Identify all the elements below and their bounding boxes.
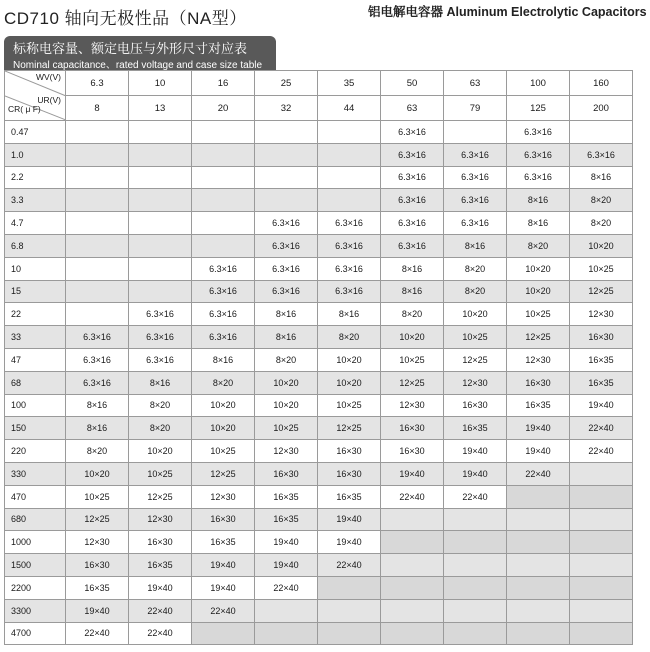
wv-header-cell: 100 xyxy=(507,71,570,96)
capacitance-cell: 330 xyxy=(5,462,66,485)
capacitance-cell: 6.8 xyxy=(5,234,66,257)
size-cell: 6.3×16 xyxy=(444,212,507,235)
table-row xyxy=(5,554,633,577)
size-cell: 6.3×16 xyxy=(507,121,570,144)
size-cell xyxy=(507,508,570,531)
size-cell: 6.3×16 xyxy=(318,212,381,235)
size-cell xyxy=(129,121,192,144)
table-row xyxy=(5,326,633,349)
size-cell: 6.3×16 xyxy=(570,143,633,166)
size-cell xyxy=(255,166,318,189)
ur-axis-label: UR(V) xyxy=(37,95,61,105)
size-cell: 19×40 xyxy=(507,440,570,463)
size-cell xyxy=(66,143,129,166)
size-cell xyxy=(66,212,129,235)
size-cell xyxy=(129,257,192,280)
size-cell: 22×40 xyxy=(129,622,192,645)
size-cell xyxy=(444,508,507,531)
capacitance-cell: 0.47 xyxy=(5,121,66,144)
size-cell xyxy=(318,189,381,212)
size-cell: 8×16 xyxy=(318,303,381,326)
size-cell xyxy=(570,462,633,485)
size-cell xyxy=(381,508,444,531)
size-cell: 12×30 xyxy=(570,303,633,326)
size-cell: 6.3×16 xyxy=(192,280,255,303)
size-cell: 6.3×16 xyxy=(318,257,381,280)
wv-header-cell: 6.3 xyxy=(66,71,129,96)
table-row xyxy=(5,417,633,440)
table-row xyxy=(5,485,633,508)
wv-header-cell: 63 xyxy=(444,71,507,96)
size-cell: 19×40 xyxy=(444,440,507,463)
size-cell: 6.3×16 xyxy=(318,234,381,257)
size-cell: 16×35 xyxy=(570,371,633,394)
table-row xyxy=(5,622,633,645)
size-cell: 6.3×16 xyxy=(129,326,192,349)
capacitance-cell: 10 xyxy=(5,257,66,280)
table-row xyxy=(5,440,633,463)
cr-axis-label: CR( μ F) xyxy=(8,104,41,114)
size-cell xyxy=(570,599,633,622)
capacitance-cell: 47 xyxy=(5,348,66,371)
size-cell xyxy=(381,531,444,554)
size-cell xyxy=(129,189,192,212)
size-cell xyxy=(444,576,507,599)
size-cell: 12×30 xyxy=(255,440,318,463)
size-cell: 22×40 xyxy=(66,622,129,645)
table-banner xyxy=(4,36,276,70)
size-cell: 8×20 xyxy=(129,417,192,440)
table-row xyxy=(5,371,633,394)
capacitance-cell: 150 xyxy=(5,417,66,440)
size-cell xyxy=(192,121,255,144)
size-cell: 6.3×16 xyxy=(381,121,444,144)
size-cell: 10×20 xyxy=(66,462,129,485)
size-cell xyxy=(66,189,129,212)
size-cell: 12×30 xyxy=(192,485,255,508)
size-cell: 10×25 xyxy=(129,462,192,485)
size-cell: 8×20 xyxy=(318,326,381,349)
table-row xyxy=(5,189,633,212)
capacitance-cell: 100 xyxy=(5,394,66,417)
size-cell xyxy=(192,189,255,212)
size-cell: 8×20 xyxy=(444,280,507,303)
table-row xyxy=(5,508,633,531)
size-cell: 16×35 xyxy=(507,394,570,417)
size-cell: 8×16 xyxy=(444,234,507,257)
size-cell: 10×25 xyxy=(444,326,507,349)
size-cell: 10×20 xyxy=(381,326,444,349)
capacitance-cell: 1.0 xyxy=(5,143,66,166)
size-cell xyxy=(444,599,507,622)
size-cell: 6.3×16 xyxy=(129,348,192,371)
size-cell xyxy=(507,531,570,554)
size-cell xyxy=(318,166,381,189)
size-cell xyxy=(66,121,129,144)
size-cell: 6.3×16 xyxy=(381,189,444,212)
size-cell: 6.3×16 xyxy=(381,166,444,189)
wv-header-cell: 16 xyxy=(192,71,255,96)
size-cell: 16×35 xyxy=(255,508,318,531)
size-cell: 12×25 xyxy=(570,280,633,303)
capacitance-cell: 1500 xyxy=(5,554,66,577)
size-cell: 6.3×16 xyxy=(66,371,129,394)
size-cell: 6.3×16 xyxy=(381,143,444,166)
size-cell: 10×25 xyxy=(507,303,570,326)
capacitance-cell: 3.3 xyxy=(5,189,66,212)
size-cell xyxy=(507,599,570,622)
size-cell: 12×30 xyxy=(507,348,570,371)
ur-header-cell: 44 xyxy=(318,96,381,121)
size-cell: 10×20 xyxy=(192,417,255,440)
size-cell: 16×35 xyxy=(318,485,381,508)
size-cell: 6.3×16 xyxy=(381,212,444,235)
ur-header-cell: 79 xyxy=(444,96,507,121)
size-cell: 6.3×16 xyxy=(192,257,255,280)
page-title: CD710 轴向无极性品（NA型） xyxy=(4,9,247,28)
size-cell: 6.3×16 xyxy=(255,212,318,235)
size-cell xyxy=(192,143,255,166)
size-cell: 22×40 xyxy=(444,485,507,508)
header-row-wv xyxy=(5,71,633,96)
size-cell xyxy=(444,554,507,577)
size-cell: 19×40 xyxy=(381,462,444,485)
size-cell xyxy=(381,554,444,577)
size-cell: 8×20 xyxy=(129,394,192,417)
size-cell xyxy=(381,576,444,599)
size-cell: 8×20 xyxy=(570,189,633,212)
size-cell: 12×30 xyxy=(66,531,129,554)
size-cell xyxy=(507,576,570,599)
size-cell: 8×20 xyxy=(444,257,507,280)
size-cell xyxy=(318,622,381,645)
size-cell: 12×30 xyxy=(444,371,507,394)
capacitance-cell: 680 xyxy=(5,508,66,531)
size-cell: 19×40 xyxy=(129,576,192,599)
size-cell xyxy=(570,531,633,554)
table-row xyxy=(5,234,633,257)
size-cell: 8×20 xyxy=(192,371,255,394)
size-cell: 16×30 xyxy=(129,531,192,554)
size-cell: 10×20 xyxy=(507,257,570,280)
capacitance-cell: 2200 xyxy=(5,576,66,599)
size-cell: 8×16 xyxy=(381,280,444,303)
size-cell: 16×30 xyxy=(255,462,318,485)
size-cell xyxy=(444,622,507,645)
size-cell xyxy=(444,531,507,554)
size-cell: 6.3×16 xyxy=(66,326,129,349)
ur-header-cell: 8 xyxy=(66,96,129,121)
size-cell xyxy=(129,280,192,303)
size-cell: 6.3×16 xyxy=(129,303,192,326)
size-cell: 19×40 xyxy=(255,554,318,577)
size-cell: 19×40 xyxy=(192,576,255,599)
table-row xyxy=(5,394,633,417)
size-cell xyxy=(255,622,318,645)
table-row xyxy=(5,121,633,144)
size-cell: 6.3×16 xyxy=(66,348,129,371)
table-row xyxy=(5,143,633,166)
size-cell: 12×25 xyxy=(192,462,255,485)
size-cell xyxy=(255,599,318,622)
size-cell xyxy=(255,143,318,166)
size-cell: 8×16 xyxy=(129,371,192,394)
capacitance-cell: 2.2 xyxy=(5,166,66,189)
size-cell: 8×16 xyxy=(381,257,444,280)
size-cell: 16×35 xyxy=(129,554,192,577)
size-cell: 6.3×16 xyxy=(444,189,507,212)
size-cell xyxy=(507,554,570,577)
size-cell: 6.3×16 xyxy=(255,234,318,257)
size-cell: 6.3×16 xyxy=(318,280,381,303)
size-cell: 22×40 xyxy=(129,599,192,622)
capacitance-cell: 220 xyxy=(5,440,66,463)
wv-header-cell: 35 xyxy=(318,71,381,96)
brand-header: 铝电解电容器 Aluminum Electrolytic Capacitors xyxy=(368,5,647,19)
size-cell: 19×40 xyxy=(318,531,381,554)
size-cell xyxy=(129,166,192,189)
ur-header-cell: 63 xyxy=(381,96,444,121)
size-cell: 12×25 xyxy=(129,485,192,508)
table-row xyxy=(5,576,633,599)
size-cell xyxy=(66,303,129,326)
size-cell: 12×25 xyxy=(318,417,381,440)
size-cell: 6.3×16 xyxy=(192,326,255,349)
size-cell: 6.3×16 xyxy=(255,257,318,280)
size-cell: 6.3×16 xyxy=(507,143,570,166)
size-cell: 16×35 xyxy=(444,417,507,440)
size-cell: 8×16 xyxy=(570,166,633,189)
size-cell: 12×25 xyxy=(507,326,570,349)
capacitance-cell: 22 xyxy=(5,303,66,326)
size-cell xyxy=(570,485,633,508)
size-cell: 16×35 xyxy=(570,348,633,371)
size-cell: 8×16 xyxy=(192,348,255,371)
banner-title-cn: 标称电容量、额定电压与外形尺寸对应表 xyxy=(13,41,248,56)
size-cell: 16×35 xyxy=(255,485,318,508)
size-cell: 8×20 xyxy=(507,234,570,257)
size-cell xyxy=(318,121,381,144)
size-cell: 19×40 xyxy=(318,508,381,531)
size-cell xyxy=(192,166,255,189)
capacitance-cell: 15 xyxy=(5,280,66,303)
table-row xyxy=(5,599,633,622)
size-cell: 22×40 xyxy=(318,554,381,577)
size-cell: 19×40 xyxy=(570,394,633,417)
size-cell xyxy=(192,234,255,257)
size-cell xyxy=(255,121,318,144)
size-cell: 8×16 xyxy=(507,189,570,212)
size-cell: 12×25 xyxy=(444,348,507,371)
size-cell: 10×25 xyxy=(255,417,318,440)
size-cell: 10×25 xyxy=(192,440,255,463)
ur-header-cell: 13 xyxy=(129,96,192,121)
size-cell xyxy=(129,234,192,257)
size-cell: 12×30 xyxy=(381,394,444,417)
ur-header-cell: 32 xyxy=(255,96,318,121)
size-cell: 10×25 xyxy=(570,257,633,280)
size-cell: 22×40 xyxy=(570,440,633,463)
size-cell: 10×20 xyxy=(129,440,192,463)
size-cell xyxy=(192,212,255,235)
ur-header-cell: 20 xyxy=(192,96,255,121)
size-cell: 19×40 xyxy=(66,599,129,622)
wv-header-cell: 25 xyxy=(255,71,318,96)
size-cell: 8×16 xyxy=(66,417,129,440)
size-cell: 10×20 xyxy=(192,394,255,417)
size-cell: 6.3×16 xyxy=(444,143,507,166)
capacitance-cell: 68 xyxy=(5,371,66,394)
size-cell: 10×25 xyxy=(318,394,381,417)
capacitance-cell: 4.7 xyxy=(5,212,66,235)
size-cell: 10×20 xyxy=(318,348,381,371)
wv-axis-label: WV(V) xyxy=(35,72,61,82)
table-row xyxy=(5,303,633,326)
table-row xyxy=(5,462,633,485)
table-row xyxy=(5,531,633,554)
size-cell: 16×30 xyxy=(507,371,570,394)
size-cell: 22×40 xyxy=(192,599,255,622)
size-cell xyxy=(570,508,633,531)
size-cell: 12×25 xyxy=(66,508,129,531)
size-cell xyxy=(570,576,633,599)
size-cell: 16×35 xyxy=(192,531,255,554)
size-cell xyxy=(570,121,633,144)
size-cell: 6.3×16 xyxy=(381,234,444,257)
size-cell: 10×20 xyxy=(255,394,318,417)
size-cell: 22×40 xyxy=(570,417,633,440)
size-cell: 19×40 xyxy=(255,531,318,554)
size-cell xyxy=(66,166,129,189)
size-cell: 8×20 xyxy=(66,440,129,463)
size-cell: 10×25 xyxy=(381,348,444,371)
table-row xyxy=(5,348,633,371)
table-row xyxy=(5,166,633,189)
table-row xyxy=(5,212,633,235)
size-cell xyxy=(66,234,129,257)
size-cell: 22×40 xyxy=(255,576,318,599)
capacitance-cell: 470 xyxy=(5,485,66,508)
size-cell: 8×16 xyxy=(255,326,318,349)
size-cell: 16×30 xyxy=(381,417,444,440)
size-cell xyxy=(444,121,507,144)
capacitor-size-table xyxy=(4,70,633,645)
size-cell: 10×20 xyxy=(318,371,381,394)
size-cell: 8×20 xyxy=(381,303,444,326)
size-cell: 16×30 xyxy=(192,508,255,531)
size-cell: 10×25 xyxy=(66,485,129,508)
size-cell: 10×20 xyxy=(444,303,507,326)
size-cell: 8×16 xyxy=(255,303,318,326)
wv-header-cell: 160 xyxy=(570,71,633,96)
size-cell: 19×40 xyxy=(444,462,507,485)
size-cell xyxy=(570,554,633,577)
capacitance-cell: 33 xyxy=(5,326,66,349)
size-cell: 22×40 xyxy=(381,485,444,508)
size-cell xyxy=(318,576,381,599)
size-cell: 22×40 xyxy=(507,462,570,485)
size-cell xyxy=(381,599,444,622)
size-cell: 12×30 xyxy=(129,508,192,531)
size-cell: 8×16 xyxy=(507,212,570,235)
capacitance-cell: 1000 xyxy=(5,531,66,554)
size-cell: 10×20 xyxy=(255,371,318,394)
ur-header-cell: 125 xyxy=(507,96,570,121)
size-cell: 6.3×16 xyxy=(444,166,507,189)
size-cell: 12×25 xyxy=(381,371,444,394)
capacitance-cell: 3300 xyxy=(5,599,66,622)
size-cell: 16×30 xyxy=(444,394,507,417)
size-cell: 8×16 xyxy=(66,394,129,417)
corner-header xyxy=(5,71,66,121)
wv-header-cell: 10 xyxy=(129,71,192,96)
size-cell: 19×40 xyxy=(192,554,255,577)
size-cell: 10×20 xyxy=(570,234,633,257)
size-cell: 16×30 xyxy=(381,440,444,463)
size-cell xyxy=(507,622,570,645)
size-cell: 6.3×16 xyxy=(507,166,570,189)
size-cell xyxy=(318,143,381,166)
size-cell xyxy=(66,257,129,280)
header-row-ur xyxy=(5,96,633,121)
size-cell xyxy=(255,189,318,212)
banner-title-en: Nominal capacitance、rated voltage and case size table xyxy=(13,60,263,71)
table-row xyxy=(5,280,633,303)
size-cell xyxy=(192,622,255,645)
table-row xyxy=(5,257,633,280)
capacitance-cell: 4700 xyxy=(5,622,66,645)
ur-header-cell: 200 xyxy=(570,96,633,121)
size-cell xyxy=(507,485,570,508)
size-cell xyxy=(129,212,192,235)
size-cell xyxy=(66,280,129,303)
wv-header-cell: 50 xyxy=(381,71,444,96)
size-cell xyxy=(570,622,633,645)
size-cell: 6.3×16 xyxy=(255,280,318,303)
size-cell: 8×20 xyxy=(570,212,633,235)
size-cell: 16×35 xyxy=(66,576,129,599)
size-cell: 8×20 xyxy=(255,348,318,371)
size-cell: 16×30 xyxy=(66,554,129,577)
size-cell xyxy=(318,599,381,622)
size-cell: 19×40 xyxy=(507,417,570,440)
size-cell: 16×30 xyxy=(318,440,381,463)
size-cell: 16×30 xyxy=(318,462,381,485)
size-cell: 6.3×16 xyxy=(192,303,255,326)
size-cell xyxy=(381,622,444,645)
size-cell: 16×30 xyxy=(570,326,633,349)
size-cell: 10×20 xyxy=(507,280,570,303)
size-cell xyxy=(129,143,192,166)
